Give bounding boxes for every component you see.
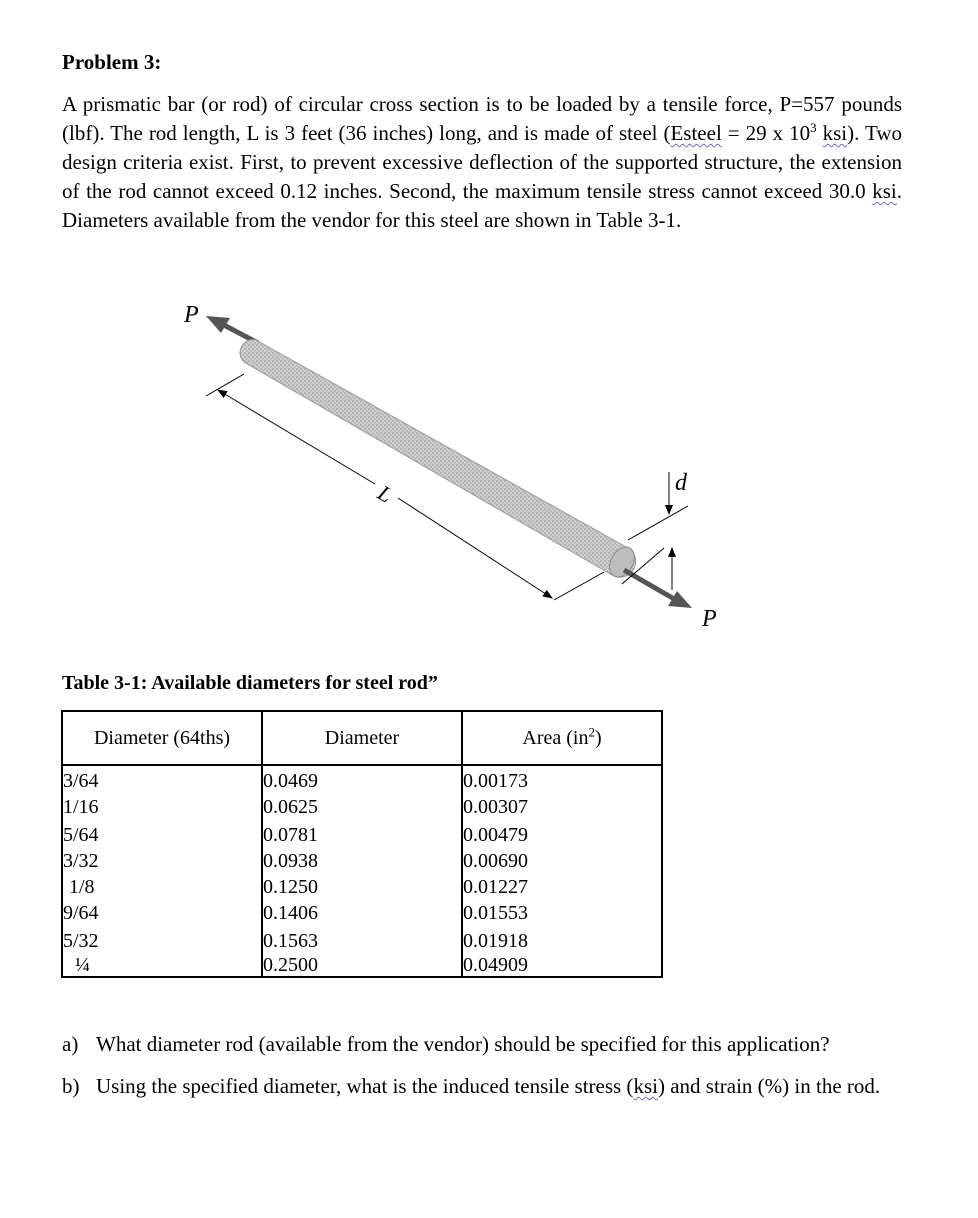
dia-extension-top bbox=[628, 506, 688, 540]
table-cell: 0.1250 bbox=[263, 876, 318, 898]
statement-part-3: ). Two design criteria exist. First, to prevent excessive deflection of the supported structure, the extension of the rod cannot exceed 0.12 inches. Second, the maximum tensile stress cannot exceed 30.0 bbox=[62, 121, 903, 203]
exponent: 3 bbox=[810, 120, 817, 135]
label-d: d bbox=[675, 470, 687, 496]
table-cell: 0.01918 bbox=[463, 930, 528, 952]
steel-rod bbox=[240, 340, 636, 578]
header-area-exponent: 2 bbox=[588, 723, 595, 739]
questions-list bbox=[62, 1030, 892, 1114]
table-cell: 9/64 bbox=[63, 902, 99, 924]
table-cell: 5/64 bbox=[63, 824, 99, 846]
table-cell: 0.01227 bbox=[463, 876, 528, 898]
question-b-label: b) bbox=[62, 1074, 80, 1098]
question-b-text-2: ) and strain (%) in the rod. bbox=[657, 1074, 881, 1098]
table-cell: 5/32 bbox=[63, 930, 99, 952]
question-a-label: a) bbox=[62, 1032, 79, 1056]
header-area bbox=[462, 711, 662, 765]
header-diameter-64ths: Diameter (64ths) bbox=[62, 711, 262, 765]
force-arrow-bottom bbox=[624, 570, 676, 600]
table-cell: ¼ bbox=[75, 954, 90, 976]
table-cell: 0.0781 bbox=[263, 824, 318, 846]
ksi-term: ksi bbox=[872, 179, 897, 203]
ksi-term: ksi bbox=[633, 1074, 658, 1098]
table-body-row bbox=[62, 765, 662, 977]
table-cell: 0.04909 bbox=[463, 954, 528, 976]
column-diameter bbox=[262, 765, 462, 977]
question-b-text-1: Using the specified diameter, what is the induced tensile stress ( bbox=[96, 1074, 634, 1098]
diameter-table bbox=[61, 710, 663, 978]
label-p-bottom: P bbox=[702, 606, 717, 632]
statement-part-1: A prismatic bar (or rod) of circular cross section is to be loaded by a tensile force, P=557 pounds (lbf). The rod length, L is 3 feet (36 inches) long, and is made of steel ( bbox=[62, 92, 902, 145]
table-cell: 3/32 bbox=[63, 850, 99, 872]
statement-part-2: = 29 x 10 bbox=[721, 121, 811, 145]
table-cell: 0.0938 bbox=[263, 850, 318, 872]
table-caption: Table 3-1: Available diameters for steel rod” bbox=[62, 672, 438, 694]
table-cell: 3/64 bbox=[63, 770, 99, 792]
table-header-row bbox=[62, 711, 662, 765]
header-area-text: Area (in bbox=[522, 726, 589, 749]
question-a-text: What diameter rod (available from the vendor) should be specified for this application? bbox=[96, 1032, 830, 1056]
problem-statement bbox=[62, 90, 902, 235]
table-cell: 0.00690 bbox=[463, 850, 528, 872]
dim-extension-left bbox=[206, 374, 244, 396]
column-64ths bbox=[62, 765, 262, 977]
label-l: L bbox=[373, 479, 397, 508]
header-area-close: ) bbox=[594, 726, 602, 749]
rod-diagram bbox=[0, 280, 978, 640]
table-cell: 0.1563 bbox=[263, 930, 318, 952]
table-cell: 0.00173 bbox=[463, 770, 528, 792]
column-area bbox=[462, 765, 662, 977]
question-a bbox=[62, 1030, 892, 1058]
statement-part-4: . Diameters available from the vendor for this steel are shown in Table 3-1. bbox=[62, 179, 902, 232]
header-diameter: Diameter bbox=[262, 711, 462, 765]
esteel-term: Esteel bbox=[670, 121, 722, 145]
problem-title: Problem 3: bbox=[62, 50, 162, 74]
table-cell: 1/8 bbox=[69, 876, 95, 898]
dim-extension-right bbox=[554, 572, 604, 600]
table-cell: 0.00479 bbox=[463, 824, 528, 846]
table-cell: 0.0625 bbox=[263, 796, 318, 818]
table-cell: 0.0469 bbox=[263, 770, 318, 792]
table-cell: 0.2500 bbox=[263, 954, 318, 976]
table-cell: 0.00307 bbox=[463, 796, 528, 818]
table-cell: 0.1406 bbox=[263, 902, 318, 924]
table-cell: 1/16 bbox=[63, 796, 99, 818]
ksi-term: ksi bbox=[822, 121, 848, 145]
label-p-top: P bbox=[184, 302, 199, 328]
table-cell: 0.01553 bbox=[463, 902, 528, 924]
question-b bbox=[62, 1072, 892, 1100]
